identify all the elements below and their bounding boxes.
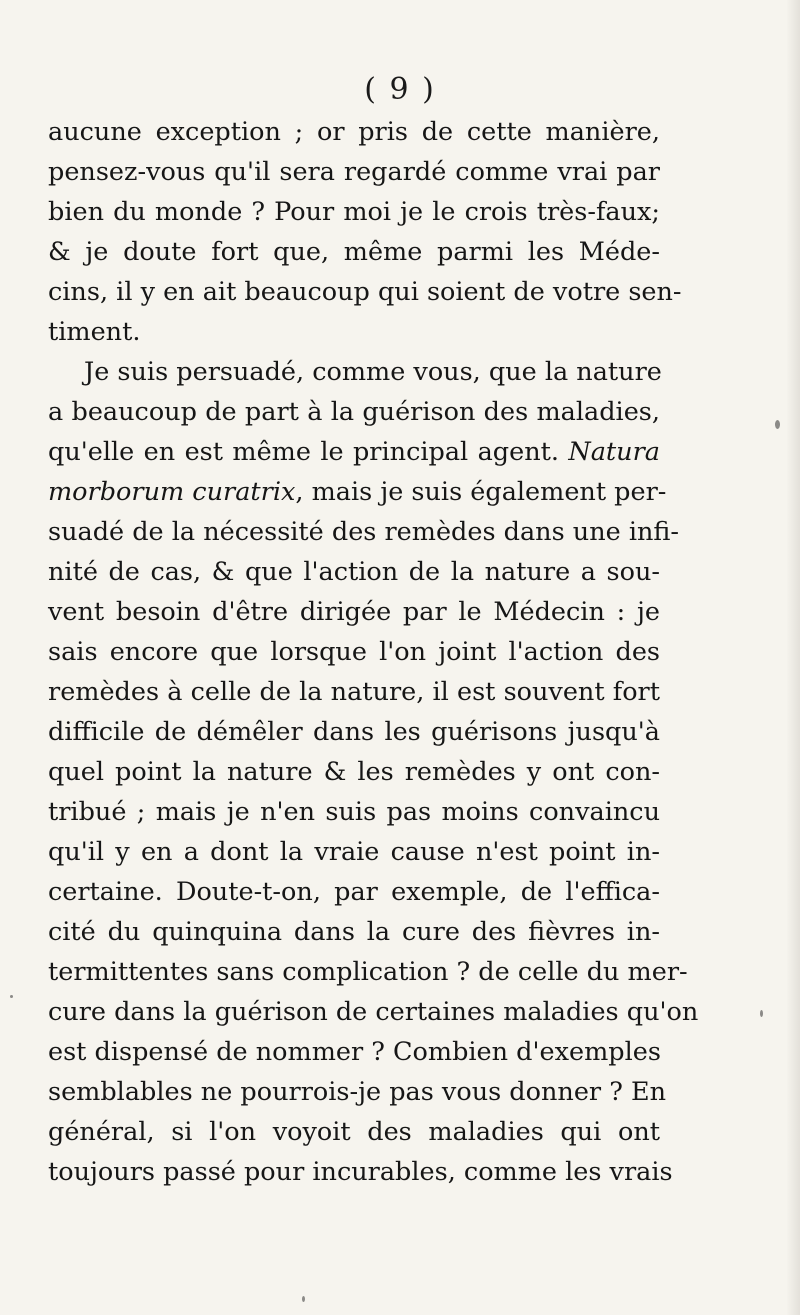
text-line: difficile de démêler dans les guérisons jusqu'à <box>48 717 660 747</box>
text-line: toujours passé pour incurables, comme les vrais <box>48 1157 673 1187</box>
text-line: remèdes à celle de la nature, il est souvent fort <box>48 677 660 707</box>
text-line: a beaucoup de part à la guérison des maladies, <box>48 397 660 427</box>
paper-speck <box>10 995 13 998</box>
text-line: cure dans la guérison de certaines maladies qu'on <box>48 997 699 1027</box>
text-line: vent besoin d'être dirigée par le Médecin : je <box>48 597 660 627</box>
page-number: ( 9 ) <box>364 72 436 107</box>
text-line: quel point la nature & les remèdes y ont con- <box>48 757 660 787</box>
text-line: général, si l'on voyoit des maladies qui ont <box>48 1117 660 1147</box>
paper-speck <box>760 1010 763 1017</box>
paragraph-start-line: Je suis persuadé, comme vous, que la nature <box>84 357 662 387</box>
body-text <box>48 112 699 1192</box>
paper-speck <box>775 420 780 429</box>
text-line: sais encore que lorsque l'on joint l'action des <box>48 637 660 667</box>
text-line: & je doute fort que, même parmi les Méde- <box>48 237 660 267</box>
text-line: est dispensé de nommer ? Combien d'exemples <box>48 1037 661 1067</box>
text-line: aucune exception ; or pris de cette manière, <box>48 117 660 147</box>
text-line: cité du quinquina dans la cure des fièvres in- <box>48 917 660 947</box>
latin-phrase: morborum curatrix <box>48 477 296 507</box>
text-line: bien du monde ? Pour moi je le crois très-faux; <box>48 197 660 227</box>
text-line: nité de cas, & que l'action de la nature a sou- <box>48 557 660 587</box>
latin-phrase: Natura <box>568 437 660 467</box>
text-line: qu'il y en a dont la vraie cause n'est point in- <box>48 837 660 867</box>
text-line: timent. <box>48 317 141 347</box>
text-line: tribué ; mais je n'en suis pas moins convaincu <box>48 797 660 827</box>
text-line: cins, il y en ait beaucoup qui soient de votre sen- <box>48 277 682 307</box>
text-line: certaine. Doute-t-on, par exemple, de l'effica- <box>48 877 660 907</box>
text-line: termittentes sans complication ? de celle du mer- <box>48 957 688 987</box>
text-line: semblables ne pourrois-je pas vous donner ? En <box>48 1077 667 1107</box>
text-line: qu'elle en est même le principal agent. Natura <box>48 437 660 467</box>
paper-speck <box>302 1296 305 1302</box>
text-line: morborum curatrix, mais je suis également per- <box>48 477 667 507</box>
text-line: suadé de la nécessité des remèdes dans une infi- <box>48 517 680 547</box>
text-line: pensez-vous qu'il sera regardé comme vrai par <box>48 157 660 187</box>
page-edge-shadow <box>786 0 800 1315</box>
